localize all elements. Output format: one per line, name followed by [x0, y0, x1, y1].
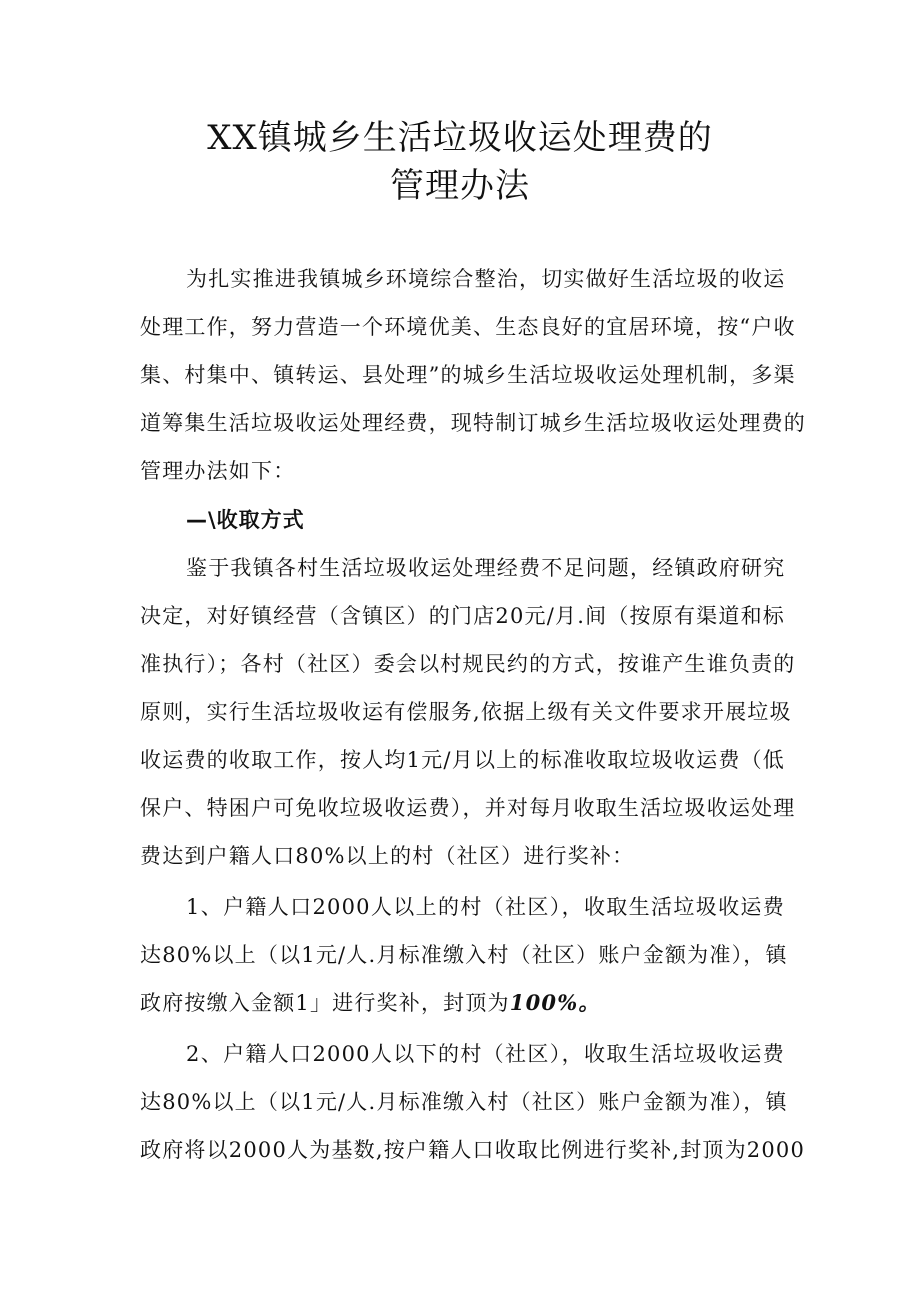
- item-1-emphasis: 100%。: [509, 990, 601, 1015]
- section-paragraph-line: 收运费的收取工作，按人均1元/月以上的标准收取垃圾收运费（低: [140, 748, 785, 772]
- intro-line: 集、村集中、镇转运、县处理”的城乡生活垃圾收运处理机制，多渠: [140, 363, 796, 387]
- item-2-line: 政府将以2000人为基数,按户籍人口收取比例进行奖补,封顶为2000: [140, 1138, 806, 1162]
- section-heading: —\收取方式: [186, 508, 305, 532]
- section-paragraph-line: 保户、特困户可免收垃圾收运费），并对每月收取生活垃圾收运处理: [140, 796, 796, 820]
- item-1-line: 1、户籍人口2000人以上的村（社区），收取生活垃圾收运费: [186, 895, 785, 919]
- section-paragraph-line: 原则，实行生活垃圾收运有偿服务,依据上级有关文件要求开展垃圾: [140, 700, 792, 724]
- item-1-last-text: 政府按缴入金额1」进行奖补，封顶为: [140, 991, 510, 1015]
- section-paragraph-line: 准执行）；各村（社区）委会以村规民约的方式，按谁产生谁负责的: [140, 652, 796, 676]
- section-paragraph-line: 费达到户籍人口80%以上的村（社区）进行奖补：: [140, 844, 635, 868]
- item-2-line: 达80%以上（以1元/人.月标准缴入村（社区）账户金额为准），镇: [140, 1090, 788, 1114]
- document-title-line-2: 管理办法: [390, 166, 530, 206]
- intro-line: 处理工作，努力营造一个环境优美、生态良好的宜居环境，按“户收: [140, 315, 796, 339]
- item-2-line: 2、户籍人口2000人以下的村（社区），收取生活垃圾收运费: [186, 1042, 785, 1066]
- intro-line: 道筹集生活垃圾收运处理经费，现特制订城乡生活垃圾收运处理费的: [140, 411, 806, 435]
- section-paragraph-line: 决定，对好镇经营（含镇区）的门店20元/月.间（按原有渠道和标: [140, 604, 785, 628]
- document-title-line-1: XX镇城乡生活垃圾收运处理费的: [207, 118, 713, 158]
- intro-line: 管理办法如下：: [140, 459, 296, 483]
- section-paragraph-line: 鉴于我镇各村生活垃圾收运处理经费不足问题，经镇政府研究: [186, 556, 786, 580]
- item-1-line: 达80%以上（以1元/人.月标准缴入村（社区）账户金额为准），镇: [140, 943, 788, 967]
- item-1-last-line: [140, 988, 785, 1018]
- intro-line: 为扎实推进我镇城乡环境综合整治，切实做好生活垃圾的收运: [186, 267, 786, 291]
